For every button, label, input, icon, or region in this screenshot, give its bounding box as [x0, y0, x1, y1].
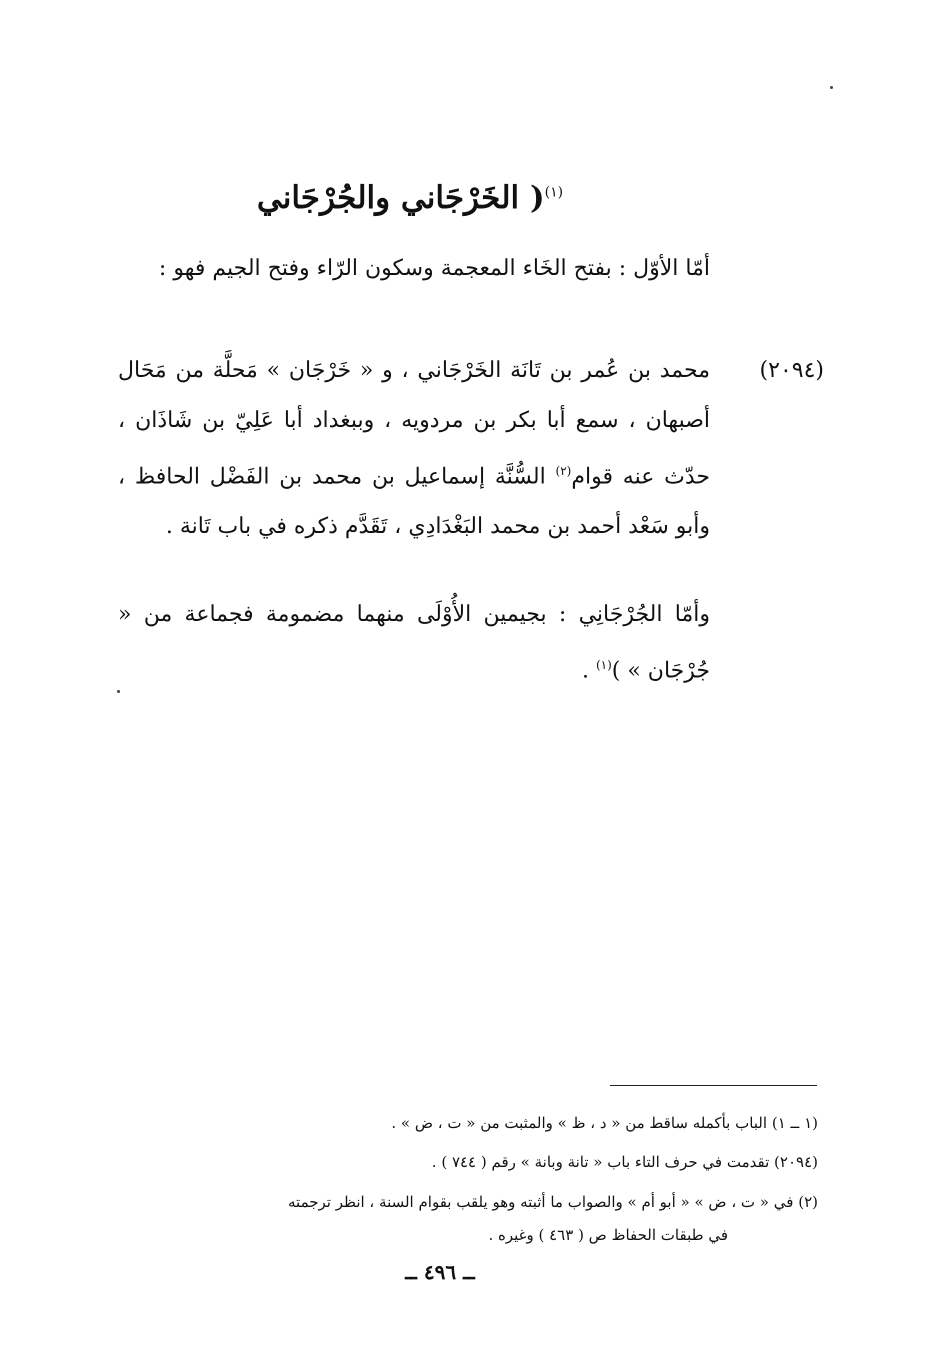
entry-text-1: محمد بن عُمر بن تَانَة الخَرْجَاني ، و « خَرْجَان » مَحلَّة من مَحَال أصبهان ، سمع أبا بكر بن مردويه ، وببغداد أبا عَلِيّ بن شَاذَان ، حدّث عنه قوام	[118, 358, 710, 490]
scan-speck	[117, 690, 120, 693]
footnote-2-text: تقدمت في حرف التاء باب « تانة وبانة » رقم ( ٧٤٤ ) .	[431, 1153, 770, 1171]
footnote-2-marker: (٢٠٩٤)	[774, 1153, 818, 1171]
scan-speck	[830, 86, 833, 89]
entry-number: (٢٠٩٤)	[759, 358, 824, 383]
footnote-1-marker: (١ ــ ١)	[771, 1114, 818, 1132]
second-paragraph	[118, 590, 710, 696]
footnote-3-marker: (٢)	[798, 1193, 818, 1211]
entry-text-2: السُّنَّة إسماعيل بن محمد بن الفَضْل الحافظ ، وأبو سَعْد أحمد بن محمد البَغْدَادِي ، تَقَدَّم ذكره في باب تَانة .	[118, 464, 710, 540]
footnote-3-text: في « ت ، ض » « أبو أم » والصواب ما أثبته وهو يلقب بقوام السنة ، انظر ترجمته	[288, 1193, 794, 1211]
footnote-2	[60, 1146, 818, 1179]
second-text-1: وأمّا الجُرْجَانِي : بجيمين الأُوْلَى منهما مضمومة فجماعة من « جُرْجَان » )	[118, 602, 710, 684]
second-note-ref: (١)	[595, 658, 612, 672]
intro-paragraph: أمّا الأوّل : بفتح الخَاء المعجمة وسكون الرّاء وفتح الجيم فهو :	[158, 256, 710, 281]
entry-paragraph	[118, 346, 710, 552]
title-note-ref: (١)	[544, 184, 564, 201]
footnote-divider	[610, 1085, 817, 1086]
footnote-3-continuation: في طبقات الحفاظ ص ( ٤٦٣ ) وغيره .	[488, 1226, 728, 1244]
second-text-2: .	[581, 658, 596, 684]
entry-note-ref: (٢)	[555, 464, 572, 478]
footnote-1-text: الباب بأكمله ساقط من « د ، ظ » والمثبت من « ت ، ض » .	[391, 1114, 768, 1132]
title-text: الخَرْجَاني والجُرْجَاني	[256, 180, 520, 216]
section-title	[200, 180, 620, 216]
page-number: ــ ٤٩٦ ــ	[405, 1260, 475, 1284]
footnote-1	[60, 1107, 818, 1140]
footnote-3	[60, 1186, 818, 1219]
title-open-paren: (	[529, 180, 545, 216]
